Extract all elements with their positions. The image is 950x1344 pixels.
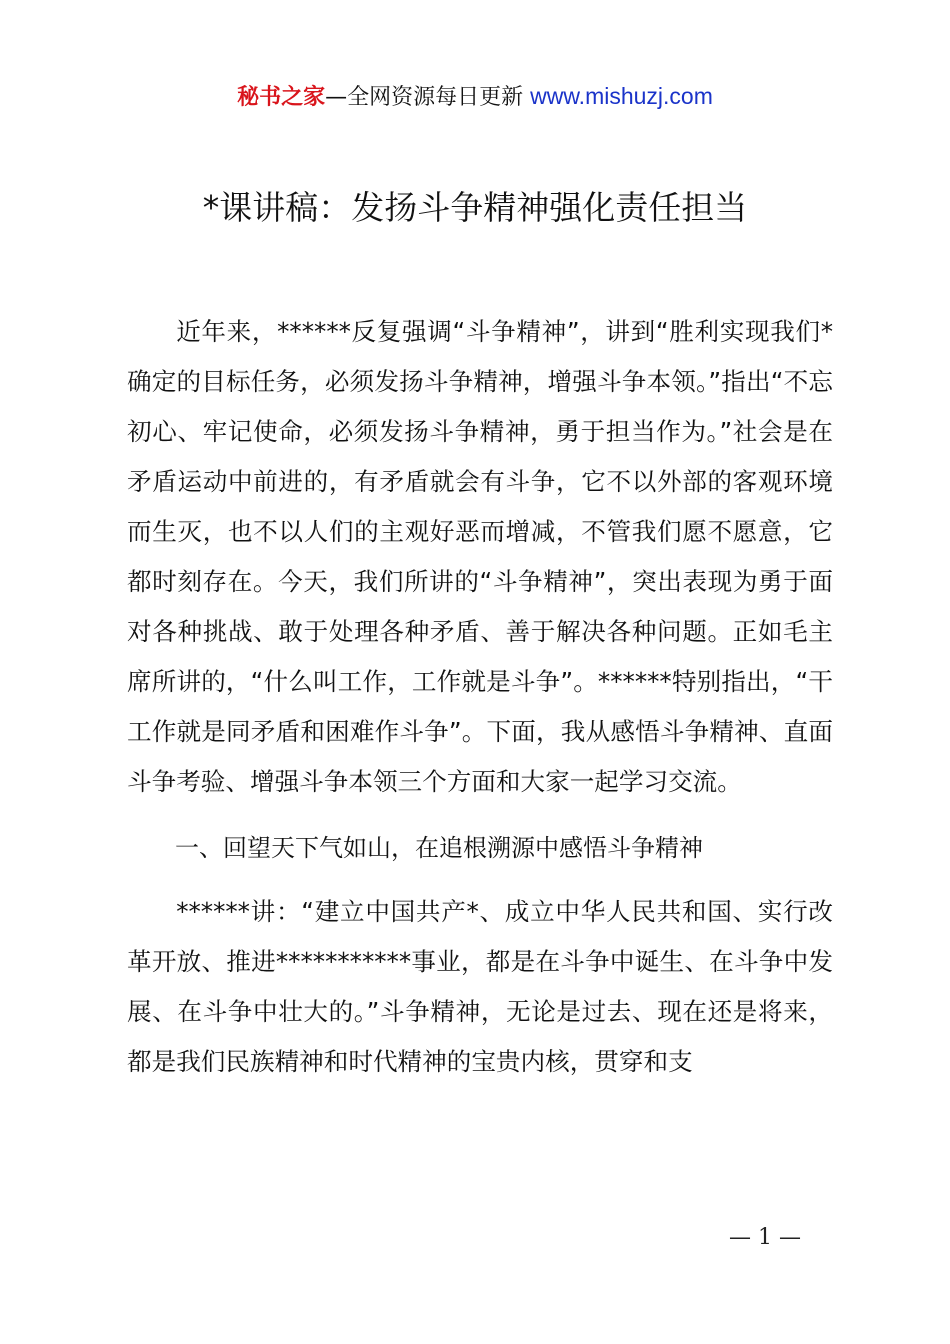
body-paragraph-2: ******讲：“建立中国共产*、成立中华人民共和国、实行改革开放、推进***********事业，都是在斗争中诞生、在斗争中发展、在斗争中壮大的。”斗争精神，无论是过去、现在还是将来，都是我们民族精神和时代精神的宝贵内核，贯穿和支 [127, 897, 833, 1076]
header-tagline: 全网资源每日更新 [347, 85, 524, 110]
body-paragraph-1: 近年来，******反复强调“斗争精神”，讲到“胜利实现我们*确定的目标任务，必须发扬斗争精神，增强斗争本领。”指出“不忘初心、牢记使命，必须发扬斗争精神，勇于担当作为。”社会是在矛盾运动中前进的，有矛盾就会有斗争，它不以外部的客观环境而生灭，也不以人们的主观好恶而增减，不管我们愿不愿意，它都时刻存在。今天，我们所讲的“斗争精神”，突出表现为勇于面对各种挑战、敢于处理各种矛盾、善于解决各种问题。正如毛主席所讲的，“什么叫工作，工作就是斗争”。******特别指出，“干工作就是同矛盾和困难作斗争”。下面，我从感悟斗争精神、直面斗争考验、增强斗争本领三个方面和大家一起学习交流。 [127, 317, 833, 796]
header-separator: — [325, 85, 348, 110]
document-body [127, 307, 833, 1087]
site-header [0, 80, 950, 114]
section-heading-1: 一、回望天下气如山，在追根溯源中感悟斗争精神 [175, 834, 703, 862]
site-brand: 秘书之家 [237, 85, 326, 110]
page-number: — 1 — [729, 1225, 801, 1250]
site-url-link[interactable]: www.mishuzj.com [530, 83, 713, 109]
document-title: *课讲稿：发扬斗争精神强化责任担当 [202, 188, 748, 227]
